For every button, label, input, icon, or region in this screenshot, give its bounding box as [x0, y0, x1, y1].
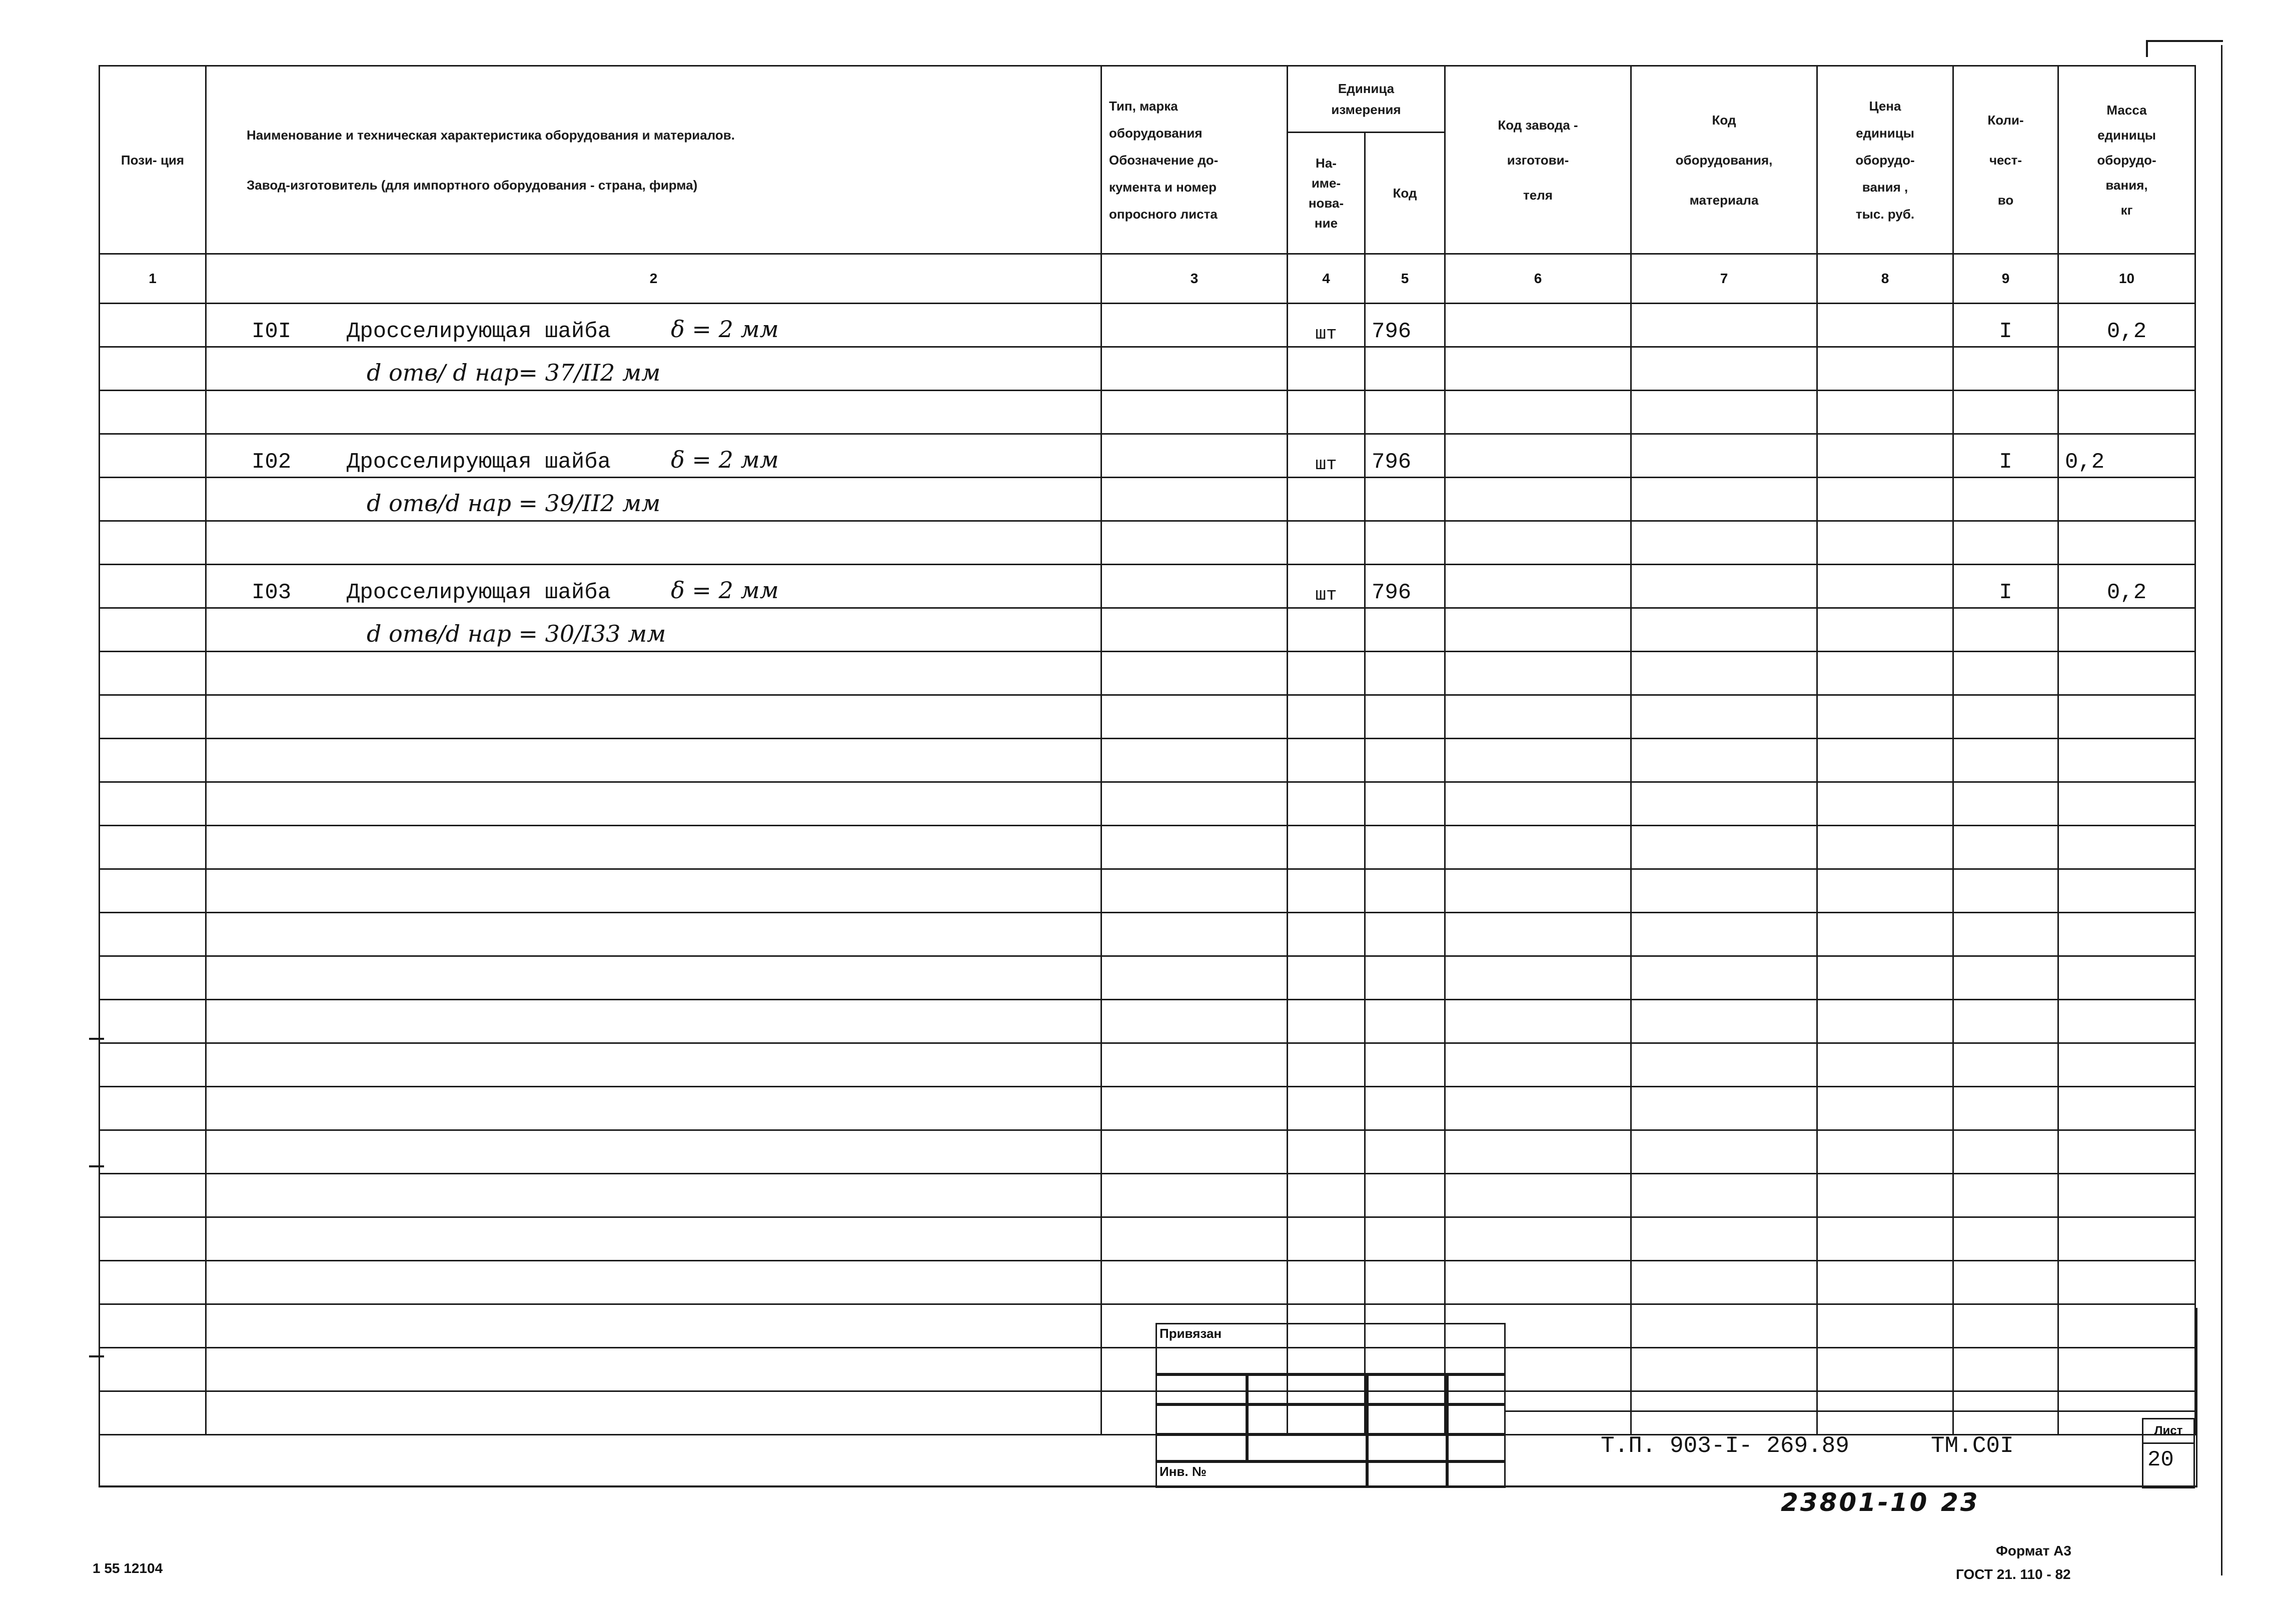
item-detail	[206, 608, 1101, 652]
empty-cell	[206, 956, 1101, 1000]
empty-cell	[1365, 956, 1445, 1000]
empty-cell	[1365, 826, 1445, 869]
item-detail	[206, 478, 1101, 521]
empty-cell	[1953, 913, 2058, 956]
empty-cell	[1445, 1261, 1631, 1304]
table-row	[100, 1087, 2195, 1130]
empty-cell	[1953, 739, 2058, 782]
empty-cell	[1445, 1000, 1631, 1043]
empty-cell	[100, 1217, 206, 1261]
bound-label: Привязан	[1160, 1326, 1222, 1341]
empty-cell	[1953, 652, 2058, 695]
empty-cell	[1288, 739, 1365, 782]
gost-standard: ГОСТ 21. 110 - 82	[1956, 1566, 2071, 1582]
stamp-cell	[1366, 1460, 1449, 1488]
column-number: 4	[1288, 254, 1365, 304]
empty-cell	[2058, 1000, 2195, 1043]
document-suffix: ТМ.С0I	[1931, 1433, 2014, 1459]
empty-cell	[1101, 956, 1288, 1000]
table-row	[100, 1000, 2195, 1043]
empty-cell	[1631, 826, 1817, 869]
empty-cell	[1365, 869, 1445, 913]
empty-cell	[1101, 1130, 1288, 1174]
empty-cell	[1817, 1174, 1953, 1217]
empty-cell	[1445, 1043, 1631, 1087]
table-row	[100, 1130, 2195, 1174]
empty-cell	[1631, 913, 1817, 956]
item-thickness: δ = 2 мм	[671, 577, 779, 604]
empty-cell	[1953, 1261, 2058, 1304]
stamp-cell	[1366, 1403, 1449, 1436]
empty-cell	[1953, 869, 2058, 913]
empty-cell	[1953, 695, 2058, 739]
table-row	[100, 739, 2195, 782]
empty-cell	[1953, 1174, 2058, 1217]
item-unit: шт	[1288, 304, 1365, 347]
empty-cell	[1953, 1130, 2058, 1174]
archive-number: 23801-10	[1781, 1488, 1929, 1517]
stamp-cell	[1446, 1460, 1506, 1488]
table-row	[100, 1261, 2195, 1304]
column-number: 9	[1953, 254, 2058, 304]
empty-cell	[1365, 913, 1445, 956]
empty-cell	[100, 826, 206, 869]
table-row	[100, 565, 2195, 608]
empty-cell	[1817, 826, 1953, 869]
item-unit: шт	[1288, 565, 1365, 608]
empty-cell	[1817, 869, 1953, 913]
empty-cell	[1288, 1217, 1365, 1261]
empty-cell	[1101, 913, 1288, 956]
empty-cell	[1101, 739, 1288, 782]
item-quantity: I	[1953, 434, 2058, 478]
empty-cell	[1101, 1087, 1288, 1130]
empty-cell	[1445, 826, 1631, 869]
empty-cell	[1953, 956, 2058, 1000]
empty-cell	[1817, 739, 1953, 782]
item-mass: 0,2	[2058, 565, 2195, 608]
stamp-cell	[1156, 1403, 1249, 1436]
item-quantity: I	[1953, 304, 2058, 347]
empty-cell	[2058, 652, 2195, 695]
inventory-label: Инв. №	[1160, 1464, 1207, 1479]
empty-cell	[1288, 1043, 1365, 1087]
item-diameter-ratio: d отв/ d нар= 37/II2 мм	[367, 359, 661, 386]
empty-cell	[1817, 913, 1953, 956]
empty-cell	[1631, 1174, 1817, 1217]
empty-cell	[1445, 739, 1631, 782]
column-number: 10	[2058, 254, 2195, 304]
empty-cell	[100, 1174, 206, 1217]
empty-cell	[1101, 1000, 1288, 1043]
header-equipment-code: Код оборудования, материала	[1631, 66, 1817, 254]
empty-cell	[206, 869, 1101, 913]
empty-cell	[206, 1174, 1101, 1217]
header-unit-group: Единица измерения	[1288, 66, 1445, 133]
item-mass: 0,2	[2058, 434, 2195, 478]
table-row	[100, 826, 2195, 869]
empty-cell	[206, 1043, 1101, 1087]
empty-cell	[2058, 739, 2195, 782]
table-row	[100, 521, 2195, 565]
document-code: Т.П. 903-I- 269.89	[1601, 1433, 1849, 1459]
empty-cell	[1953, 1087, 2058, 1130]
empty-cell	[100, 652, 206, 695]
empty-cell	[1365, 1043, 1445, 1087]
empty-cell	[2058, 869, 2195, 913]
empty-cell	[1288, 782, 1365, 826]
empty-cell	[206, 1087, 1101, 1130]
empty-cell	[1445, 695, 1631, 739]
table-row	[100, 391, 2195, 434]
empty-cell	[1631, 739, 1817, 782]
empty-cell	[1288, 913, 1365, 956]
item-mass: 0,2	[2058, 304, 2195, 347]
empty-cell	[1288, 1130, 1365, 1174]
empty-cell	[1631, 1000, 1817, 1043]
item-name: Дросселирующая шайба	[347, 580, 611, 605]
table-row	[100, 478, 2195, 521]
empty-cell	[100, 1043, 206, 1087]
header-unit-name: На- име- нова- ние	[1288, 133, 1365, 254]
sheet-label: Лист	[2143, 1419, 2193, 1444]
empty-cell	[2058, 1261, 2195, 1304]
empty-cell	[1631, 1217, 1817, 1261]
empty-cell	[1631, 1043, 1817, 1087]
item-name-cell	[206, 434, 1101, 478]
empty-cell	[1631, 1087, 1817, 1130]
empty-cell	[2058, 782, 2195, 826]
empty-cell	[1817, 1130, 1953, 1174]
empty-cell	[1631, 1130, 1817, 1174]
empty-cell	[1445, 913, 1631, 956]
empty-cell	[1445, 782, 1631, 826]
table-row	[100, 1174, 2195, 1217]
empty-cell	[1631, 782, 1817, 826]
empty-cell	[1365, 782, 1445, 826]
empty-cell	[1365, 1087, 1445, 1130]
empty-cell	[1817, 956, 1953, 1000]
table-row	[100, 869, 2195, 913]
empty-cell	[1365, 652, 1445, 695]
column-number: 2	[206, 254, 1101, 304]
header-name-line1: Наименование и техническая характеристика оборудования и материалов.	[247, 127, 735, 143]
item-name-cell	[206, 565, 1101, 608]
empty-cell	[100, 1000, 206, 1043]
empty-cell	[1101, 695, 1288, 739]
empty-cell	[1288, 826, 1365, 869]
empty-cell	[1817, 1261, 1953, 1304]
table-row	[100, 608, 2195, 652]
empty-cell	[1288, 1000, 1365, 1043]
empty-cell	[100, 739, 206, 782]
item-name: Дросселирующая шайба	[347, 450, 611, 475]
empty-cell	[1445, 1130, 1631, 1174]
header-name-line2: Завод-изготовитель (для импортного оборудования - страна, фирма)	[247, 177, 698, 193]
header-unit-code: Код	[1365, 133, 1445, 254]
table-row	[100, 695, 2195, 739]
item-unit-code: 796	[1365, 304, 1445, 347]
binding-stamp	[1156, 1323, 1506, 1488]
empty-cell	[1817, 782, 1953, 826]
column-number: 7	[1631, 254, 1817, 304]
item-diameter-ratio: d отв/d нар = 30/I33 мм	[367, 620, 666, 647]
item-position: I03	[252, 580, 292, 605]
empty-cell	[1101, 782, 1288, 826]
header-type-mark: Тип, марка оборудования Обозначение до- кумента и номер опросного листа	[1101, 66, 1288, 254]
header-manufacturer-code: Код завода - изготови- теля	[1445, 66, 1631, 254]
empty-cell	[100, 695, 206, 739]
empty-cell	[1953, 1000, 2058, 1043]
item-unit-code: 796	[1365, 434, 1445, 478]
header-unit-mass: Масса единицы оборудо- вания, кг	[2058, 66, 2195, 254]
empty-cell	[206, 1261, 1101, 1304]
empty-cell	[206, 1000, 1101, 1043]
empty-cell	[1631, 1261, 1817, 1304]
empty-cell	[1288, 1174, 1365, 1217]
archive-page: 23	[1941, 1488, 1980, 1517]
footer-left-code: 1 55 12104	[93, 1560, 163, 1576]
stamp-cell	[1156, 1433, 1249, 1463]
sheet-number-box	[2142, 1418, 2195, 1488]
empty-cell	[1288, 695, 1365, 739]
sheet-number: 20	[2147, 1447, 2174, 1472]
empty-cell	[100, 913, 206, 956]
document-title-row	[1506, 1410, 2194, 1487]
header-position: Пози- ция	[100, 66, 206, 254]
item-detail	[206, 347, 1101, 391]
stamp-cell	[1446, 1433, 1506, 1463]
empty-cell	[2058, 1087, 2195, 1130]
empty-cell	[1101, 652, 1288, 695]
empty-cell	[1365, 1000, 1445, 1043]
item-thickness: δ = 2 мм	[671, 446, 779, 473]
empty-cell	[206, 826, 1101, 869]
header-name-characteristics	[206, 66, 1101, 254]
empty-cell	[1365, 1174, 1445, 1217]
stamp-cell	[1366, 1373, 1449, 1406]
empty-cell	[1445, 1174, 1631, 1217]
empty-cell	[1445, 1217, 1631, 1261]
stamp-cell	[1446, 1403, 1506, 1436]
empty-cell	[1365, 1217, 1445, 1261]
empty-cell	[1953, 1217, 2058, 1261]
empty-cell	[2058, 695, 2195, 739]
empty-cell	[1365, 739, 1445, 782]
item-quantity: I	[1953, 565, 2058, 608]
header-quantity: Коли- чест- во	[1953, 66, 2058, 254]
table-row	[100, 913, 2195, 956]
empty-cell	[1631, 695, 1817, 739]
header-unit-price: Цена единицы оборудо- вания , тыс. руб.	[1817, 66, 1953, 254]
empty-cell	[1445, 652, 1631, 695]
empty-cell	[2058, 956, 2195, 1000]
empty-cell	[100, 782, 206, 826]
empty-cell	[206, 1217, 1101, 1261]
empty-cell	[1817, 1000, 1953, 1043]
empty-cell	[1101, 1217, 1288, 1261]
empty-cell	[206, 695, 1101, 739]
stamp-cell	[1246, 1433, 1369, 1463]
empty-cell	[100, 1087, 206, 1130]
stamp-cell	[1156, 1373, 1249, 1406]
column-number: 5	[1365, 254, 1445, 304]
stamp-cell	[1446, 1373, 1506, 1406]
empty-cell	[1288, 1087, 1365, 1130]
empty-cell	[1101, 1043, 1288, 1087]
empty-cell	[1101, 1174, 1288, 1217]
empty-cell	[206, 782, 1101, 826]
table-row	[100, 956, 2195, 1000]
stamp-cell	[1246, 1403, 1369, 1436]
empty-cell	[1445, 956, 1631, 1000]
table-row	[100, 782, 2195, 826]
empty-cell	[206, 913, 1101, 956]
frame-corner	[2146, 40, 2223, 57]
empty-cell	[1101, 1261, 1288, 1304]
item-unit-code: 796	[1365, 565, 1445, 608]
column-number: 1	[100, 254, 206, 304]
empty-cell	[100, 1261, 206, 1304]
empty-cell	[2058, 913, 2195, 956]
empty-cell	[1288, 869, 1365, 913]
empty-cell	[1817, 652, 1953, 695]
stamp-cell	[1246, 1373, 1369, 1406]
empty-cell	[1365, 1261, 1445, 1304]
column-number: 3	[1101, 254, 1288, 304]
item-name: Дросселирующая шайба	[347, 319, 611, 344]
table-row	[100, 347, 2195, 391]
empty-cell	[1445, 869, 1631, 913]
item-diameter-ratio: d отв/d нар = 39/II2 мм	[367, 490, 661, 517]
item-position: I02	[252, 450, 292, 475]
table-row	[100, 1043, 2195, 1087]
empty-cell	[1953, 1043, 2058, 1087]
empty-cell	[100, 869, 206, 913]
empty-cell	[1631, 652, 1817, 695]
empty-cell	[1288, 1261, 1365, 1304]
empty-cell	[1365, 1130, 1445, 1174]
empty-cell	[2058, 1217, 2195, 1261]
item-unit: шт	[1288, 434, 1365, 478]
paper-format: Формат А3	[1996, 1543, 2071, 1558]
empty-cell	[1365, 695, 1445, 739]
empty-cell	[206, 739, 1101, 782]
empty-cell	[1953, 782, 2058, 826]
empty-cell	[1288, 956, 1365, 1000]
stamp-cell	[1366, 1433, 1449, 1463]
item-thickness: δ = 2 мм	[671, 316, 779, 343]
empty-cell	[1288, 652, 1365, 695]
specification-table	[99, 65, 2196, 1435]
item-position: I0I	[252, 319, 292, 344]
empty-cell	[100, 956, 206, 1000]
table-row	[100, 304, 2195, 347]
empty-cell	[1631, 869, 1817, 913]
table-row	[100, 1217, 2195, 1261]
empty-cell	[2058, 826, 2195, 869]
empty-cell	[206, 1130, 1101, 1174]
empty-cell	[1101, 869, 1288, 913]
empty-cell	[2058, 1043, 2195, 1087]
empty-cell	[2058, 1174, 2195, 1217]
frame-right-edge	[2221, 45, 2222, 1575]
empty-cell	[1953, 826, 2058, 869]
empty-cell	[1817, 1217, 1953, 1261]
empty-cell	[1817, 1043, 1953, 1087]
empty-cell	[1817, 1087, 1953, 1130]
column-number: 6	[1445, 254, 1631, 304]
column-number-row	[100, 254, 2195, 304]
column-number: 8	[1817, 254, 1953, 304]
empty-cell	[100, 1130, 206, 1174]
empty-cell	[1445, 1087, 1631, 1130]
item-name-cell	[206, 304, 1101, 347]
table-row	[100, 434, 2195, 478]
table-row	[100, 652, 2195, 695]
empty-cell	[1817, 695, 1953, 739]
empty-cell	[1631, 956, 1817, 1000]
empty-cell	[206, 652, 1101, 695]
empty-cell	[1101, 826, 1288, 869]
empty-cell	[2058, 1130, 2195, 1174]
